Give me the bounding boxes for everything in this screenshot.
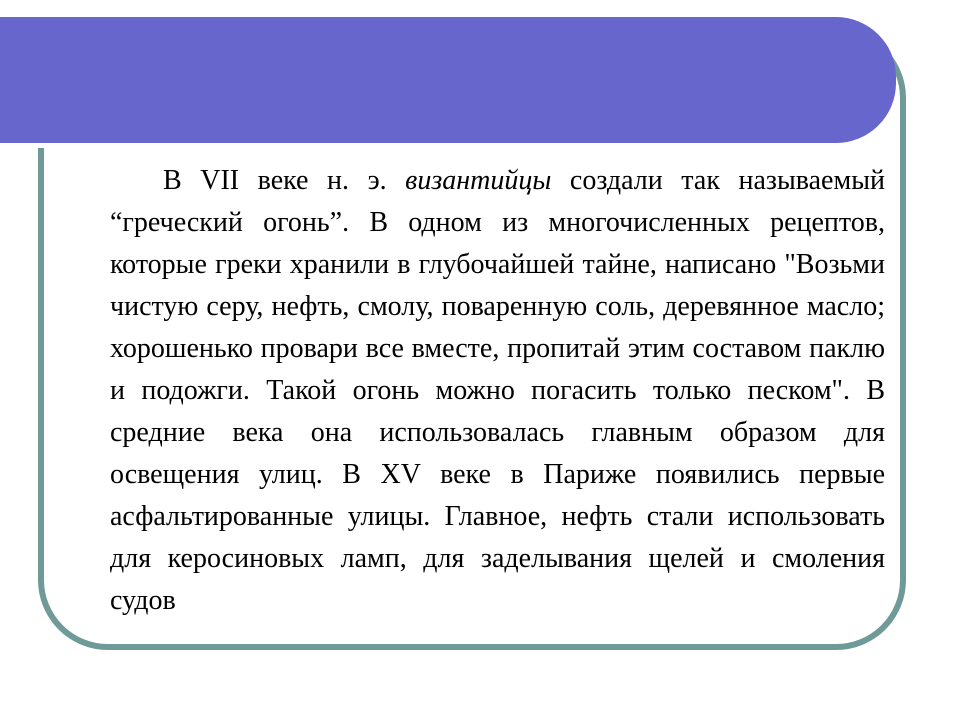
body-paragraph xyxy=(110,160,885,622)
body-text-italic: византийцы xyxy=(405,165,552,196)
body-text-part2: создали так называемый “греческий огонь”. В одном из многочисленных рецептов, которые греки хранили в глубочайшей тайне, написано "Возьми чистую серу, нефть, смолу, поваренную соль, деревянное масло; хорошенько провари все вместе, пропитай этим составом паклю и подожги. Такой огонь можно погасить только песком". В средние века она использовалась главным образом для освещения улиц. В XV веке в Париже появились первые асфальтированные улицы. Главное, нефть стали использовать для керосиновых ламп, для заделывания щелей и смоления судов xyxy=(110,165,885,616)
title-band xyxy=(0,17,896,143)
title-band-divider xyxy=(0,143,846,148)
body-text-part1: В VII веке н. э. xyxy=(163,165,406,196)
